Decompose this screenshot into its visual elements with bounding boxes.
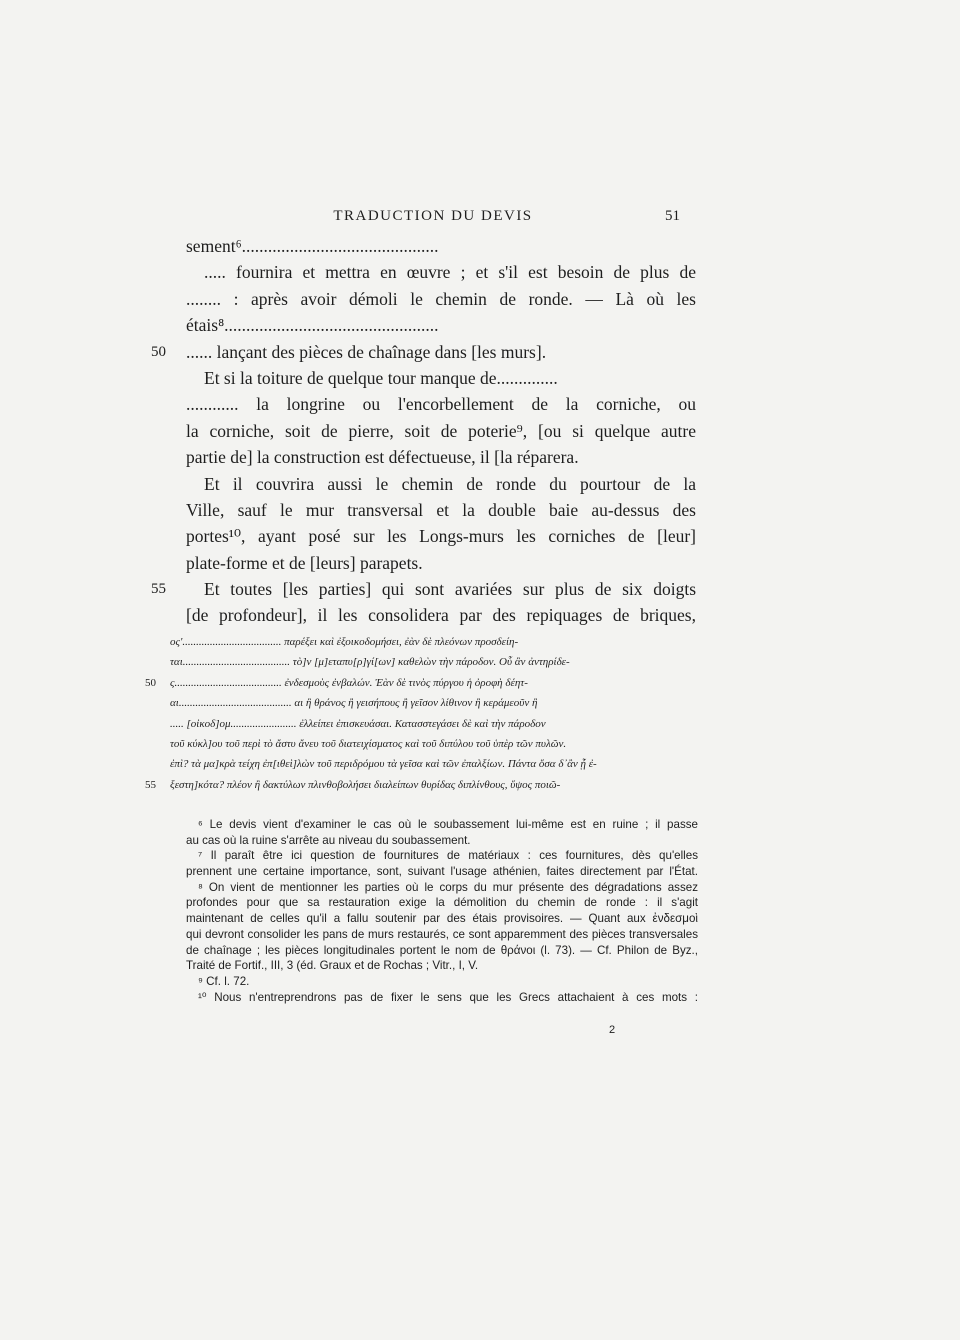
greek-line: ται....................................... τὸ]ν [μ]εταπυ[ρ]γί[ων] καθελὼν τὴν πάροδον. Οὗ ἂν ἀντηρίδε- — [170, 656, 570, 669]
line-number: 50 — [145, 676, 156, 689]
page-number: 51 — [665, 208, 680, 224]
footnote-line: de chaînage ; les pièces longitudinales portent le nom de θράνοι (l. 73). — Cf. Philon de Byz., — [186, 943, 698, 957]
greek-content: ξεστη]κότα? πλέον ἢ δακτύλων πλινθοβολήσει διαλείπων θυρίδας διπλίνθους, ὕψος ποιῶ- — [170, 778, 561, 791]
greek-line: τοῦ κύκλ]ου τοῦ περὶ τὸ ἄστυ ἄνευ τοῦ διατειχίσματος καὶ τοῦ διπύλου τοῦ ὑπὲρ τῶν πυλῶν. — [170, 737, 567, 750]
text-line: ........ : après avoir démoli le chemin de ronde. — Là où les — [186, 288, 696, 309]
text-line: la corniche, soit de pierre, soit de poterie⁹, [ou si quelque autre — [186, 420, 696, 441]
translation-text — [151, 233, 696, 629]
footnote-line: ⁸ On vient de mentionner les parties où le corps du mur présente des dégradations assez — [198, 880, 698, 894]
greek-line: ..... [οἰκοδ]ομ........................ ἐλλείπει ἐπισκευάσαι. Κατασστεγάσει δὲ καὶ τὴν πάροδον — [170, 717, 546, 730]
greek-line-numbered — [145, 775, 699, 795]
text-content: Et toutes [les parties] qui sont avariées sur plus de six doigts — [204, 579, 696, 600]
text-line: sement⁶............................................. — [186, 236, 439, 256]
footnote-line: au cas où la ruine s'arrête au niveau du soubassement. — [186, 833, 471, 847]
footnote-line: maintenant de celles qu'il a fallu soutenir par des étais provisoires. — Quant aux ἐνδεσμοὶ — [186, 912, 698, 926]
page-header — [186, 206, 680, 230]
footnote-line: ⁶ Le devis vient d'examiner le cas où le soubassement lui-même est en ruine ; il passe — [198, 818, 698, 831]
text-line: Et si la toiture de quelque tour manque de.............. — [204, 367, 558, 388]
text-content: ...... lançant des pièces de chaînage dans [les murs]. — [186, 341, 547, 362]
running-head: TRADUCTION DU DEVIS — [333, 208, 533, 224]
text-line: plate-forme et de [leurs] parapets. — [186, 552, 423, 573]
text-line: Et il couvrira aussi le chemin de ronde du pourtour de la — [204, 473, 696, 494]
greek-line: αι......................................... αι ἢ θράνος ἢ γεισήπους ἢ γεῖσον λίθινον ἢ κεράμεοῦν ἢ — [170, 697, 538, 710]
greek-line-numbered — [145, 673, 699, 693]
footnote-line: ¹⁰ Nous n'entreprendrons pas de fixer le sens que les Grecs attachaient à ces mots : — [198, 990, 698, 1004]
footnote-line: Traité de Fortif., III, 3 (éd. Graux et de Rochas ; Vitr., I, V. — [186, 959, 479, 973]
text-line: Ville, sauf le mur transversal et la double baie au-dessus des — [186, 499, 696, 520]
greek-text — [145, 632, 699, 795]
footnote-line: ⁷ Il paraît être ici question de fournitures de matériaux : ces fournitures, dès qu'elles — [198, 849, 698, 863]
footnotes — [186, 817, 698, 1005]
text-line: étais⁸................................................. — [186, 315, 439, 336]
text-line-numbered — [151, 576, 696, 602]
footnote-line: profondes pour que sa restauration exige la démolition du chemin de ronde : il s'agit — [186, 896, 698, 910]
greek-line: ος'.................................... παρέξει καὶ ἐξοικοδομήσει, ἐὰν δὲ πλεόνων προσδείη- — [170, 636, 519, 648]
text-line: ............ la longrine ou l'encorbellement de la corniche, ou — [186, 394, 696, 415]
signature-mark: 2 — [609, 1024, 616, 1036]
line-number: 55 — [151, 581, 166, 598]
footnote-line: prennent une certaine importance, sont, suivant l'usage athénien, faites directement par l'État. — [186, 865, 698, 879]
footnote-line: qui devront consolider les pans de murs restaurés, ce sont apparemment des pièces transversales — [186, 927, 698, 941]
line-number: 50 — [151, 343, 166, 360]
text-line-numbered — [151, 339, 696, 365]
text-line: portes¹⁰, ayant posé sur les Longs-murs les corniches de [leur] — [186, 526, 696, 547]
text-line: partie de] la construction est défectueuse, il [la réparera. — [186, 447, 579, 468]
text-line: ..... fournira et mettra en œuvre ; et s'il est besoin de plus de — [204, 262, 696, 283]
footnote-line: ⁹ Cf. l. 72. — [198, 974, 250, 988]
text-line: [de profondeur], il les consolidera par des repiquages de briques, — [186, 605, 696, 626]
greek-content: ς....................................... ἐνδεσμοὺς ἐνβαλών. Ἐὰν δὲ τινὸς πύργου ἡ ὀροφὴ δέητ- — [170, 676, 528, 689]
line-number: 55 — [145, 778, 156, 791]
greek-line: ἐπὶ? τὰ μα]κρὰ τείχη ἐπ[ιθεὶ]λὼν τοῦ περιδρόμου τὰ γεῖσα καὶ τῶν ἐπαλξίων. Πάντα ὅσα δ᾽ἂν ᾖ ἐ- — [170, 758, 597, 771]
